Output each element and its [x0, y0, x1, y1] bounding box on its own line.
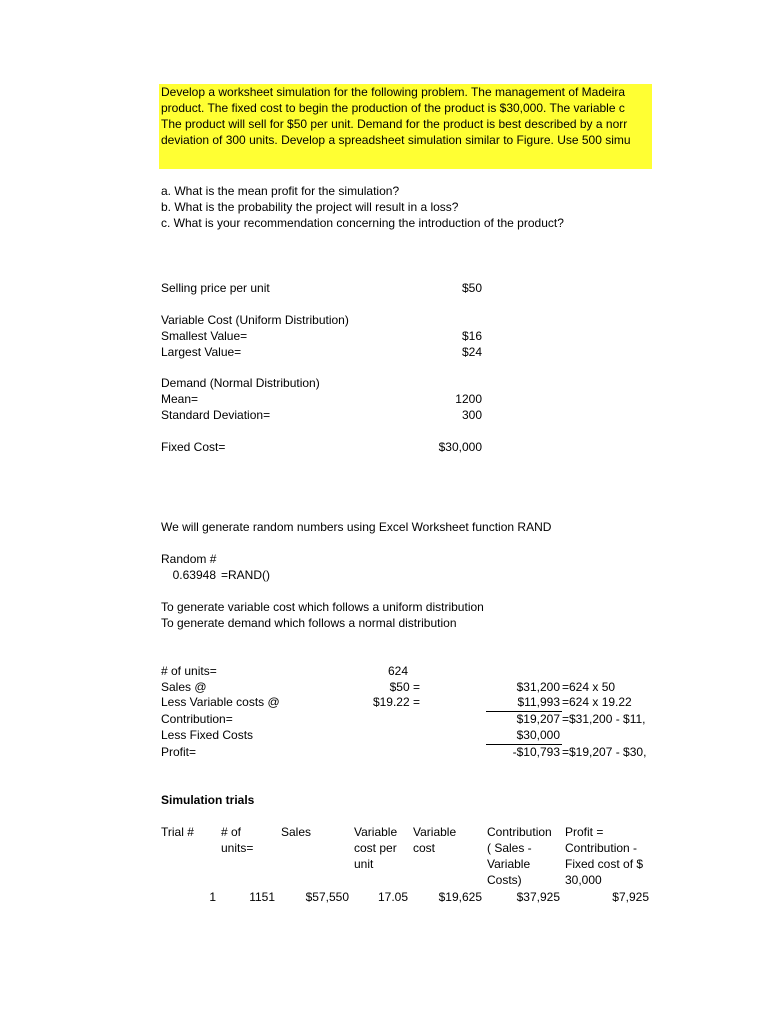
fixed-cost-value: $30,000	[438, 440, 482, 454]
cell-contribution: $37,925	[516, 890, 560, 904]
mean-value: 1200	[455, 392, 482, 406]
largest-value: $24	[461, 345, 482, 359]
header-profit-line-4: 30,000	[565, 873, 602, 887]
profit-label: Profit=	[161, 745, 197, 759]
problem-line-1: Develop a worksheet simulation for the following problem. The management of Madeira	[161, 85, 626, 99]
fixed-costs-label: Less Fixed Costs	[161, 728, 254, 742]
header-variable-cost-line-2: cost	[413, 841, 436, 855]
header-contribution-line-4: Costs)	[487, 873, 522, 887]
random-value: 0.63948	[172, 568, 216, 582]
random-formula: =RAND()	[221, 568, 271, 582]
problem-statement-highlight	[159, 84, 652, 169]
random-label: Random #	[161, 552, 217, 566]
variable-costs-formula: =624 x 19.22	[562, 695, 632, 709]
question-b: b. What is the probability the project will result in a loss?	[161, 200, 459, 214]
random-intro: We will generate random numbers using Excel Worksheet function RAND	[161, 520, 552, 534]
cell-cost-per-unit: 17.05	[377, 890, 408, 904]
contribution-formula: =$31,200 - $11,	[562, 712, 646, 726]
cell-profit: $7,925	[612, 890, 649, 904]
problem-line-3: The product will sell for $50 per unit. Demand for the product is best described by a norr	[161, 117, 628, 131]
header-contribution-line-3: Variable	[487, 857, 531, 871]
uniform-note: To generate variable cost which follows a uniform distribution	[161, 600, 484, 614]
header-contribution-line-2: ( Sales -	[487, 841, 532, 855]
fixed-costs-amount: $30,000	[516, 728, 560, 742]
question-a: a. What is the mean profit for the simulation?	[161, 184, 400, 198]
header-variable-cost-line-1: Variable	[413, 825, 457, 839]
header-cost-per-unit-line-2: cost per	[354, 841, 397, 855]
normal-note: To generate demand which follows a normal distribution	[161, 616, 457, 630]
header-sales: Sales	[281, 825, 312, 839]
variable-costs-amount: $11,993	[517, 695, 560, 709]
header-contribution-line-1: Contribution	[487, 825, 552, 839]
header-trial: Trial #	[161, 825, 194, 839]
sales-amount: $31,200	[516, 680, 560, 694]
header-cost-per-unit-line-1: Variable	[354, 825, 398, 839]
header-units-line-2: units=	[221, 841, 254, 855]
smallest-value-label: Smallest Value=	[161, 329, 248, 343]
sales-formula: =624 x 50	[562, 680, 616, 694]
header-profit-line-3: Fixed cost of $	[565, 857, 644, 871]
sales-rate: $50 =	[389, 680, 420, 694]
simulation-trials-title: Simulation trials	[161, 793, 255, 807]
units-label: # of units=	[161, 664, 217, 678]
sales-label: Sales @	[161, 680, 207, 694]
problem-line-2: product. The fixed cost to begin the production of the product is $30,000. The variable c	[161, 101, 625, 115]
header-profit-line-2: Contribution -	[565, 841, 638, 855]
profit-formula: =$19,207 - $30,	[562, 745, 647, 759]
question-c: c. What is your recommendation concerning the introduction of the product?	[161, 216, 564, 230]
selling-price-label: Selling price per unit	[161, 281, 270, 295]
smallest-value: $16	[461, 329, 482, 343]
mean-label: Mean=	[161, 392, 199, 406]
standard-deviation-label: Standard Deviation=	[161, 408, 271, 422]
standard-deviation-value: 300	[461, 408, 482, 422]
largest-value-label: Largest Value=	[161, 345, 242, 359]
header-profit-line-1: Profit =	[565, 825, 604, 839]
variable-cost-heading: Variable Cost (Uniform Distribution)	[161, 313, 349, 327]
cell-units: 1151	[249, 890, 275, 904]
profit-amount: -$10,793	[512, 745, 560, 759]
problem-line-4: deviation of 300 units. Develop a spreadsheet simulation similar to Figure. Use 500 simu	[161, 133, 631, 147]
variable-costs-rate: $19.22 =	[372, 695, 420, 709]
header-units-line-1: # of	[221, 825, 242, 839]
header-cost-per-unit-line-3: unit	[354, 857, 374, 871]
variable-costs-label: Less Variable costs @	[161, 695, 280, 709]
units-value: 624	[387, 664, 408, 678]
cell-trial: 1	[209, 890, 216, 904]
contribution-amount: $19,207	[516, 712, 560, 726]
cell-sales: $57,550	[305, 890, 349, 904]
contribution-label: Contribution=	[161, 712, 233, 726]
selling-price-value: $50	[461, 281, 482, 295]
demand-heading: Demand (Normal Distribution)	[161, 376, 320, 390]
fixed-cost-label: Fixed Cost=	[161, 440, 226, 454]
cell-variable-cost: $19,625	[438, 890, 482, 904]
